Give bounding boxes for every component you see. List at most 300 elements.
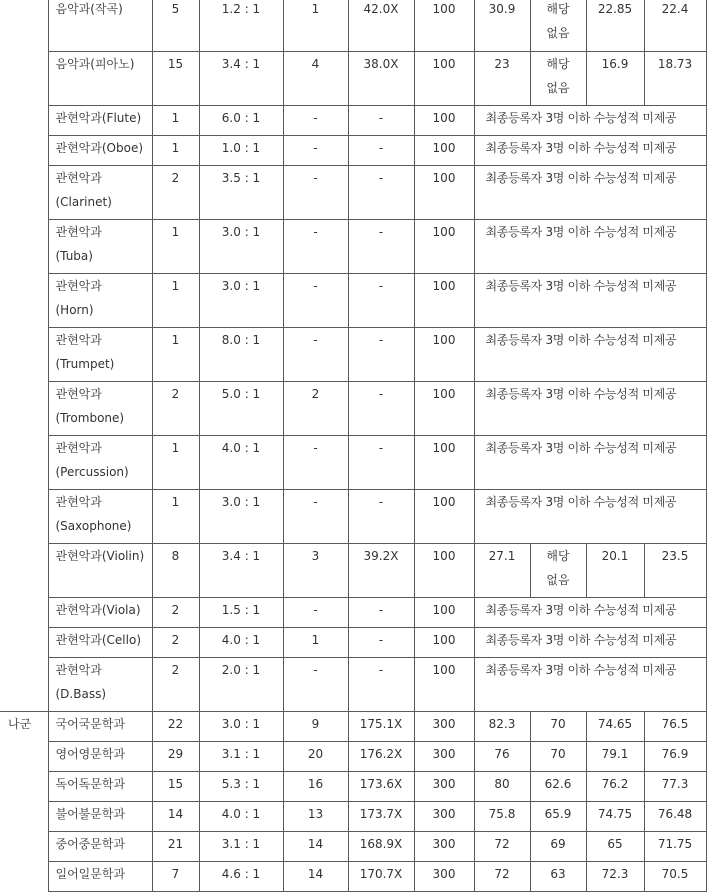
department-cell-text: 관현악과 xyxy=(55,333,102,347)
score-cell-2 xyxy=(530,52,586,106)
table-row xyxy=(0,52,706,106)
additional-pass-cell-text: - xyxy=(313,279,318,293)
score-cell-1 xyxy=(474,832,530,862)
table-row xyxy=(0,712,706,742)
department-cell-text: (Trombone) xyxy=(55,411,125,425)
reflection-ratio-cell xyxy=(348,106,414,136)
quota-cell-text: 1 xyxy=(171,279,180,293)
reflection-ratio-cell-text: 39.2X xyxy=(363,549,399,563)
additional-pass-cell-text: - xyxy=(313,111,318,125)
reflection-ratio-cell xyxy=(348,658,414,712)
score-cell-2 xyxy=(530,772,586,802)
max-score-cell xyxy=(414,490,474,544)
competition-ratio-cell xyxy=(199,598,283,628)
score-cell-3 xyxy=(586,862,644,892)
quota-cell-text: 1 xyxy=(171,441,180,455)
table-row xyxy=(0,436,706,490)
reflection-ratio-cell xyxy=(348,628,414,658)
quota-cell-text: 7 xyxy=(171,867,180,881)
note-cell xyxy=(474,220,706,274)
reflection-ratio-cell-text: - xyxy=(378,171,384,185)
max-score-cell-text: 100 xyxy=(432,549,456,563)
table-row xyxy=(0,832,706,862)
reflection-ratio-cell xyxy=(348,52,414,106)
reflection-ratio-cell xyxy=(348,166,414,220)
competition-ratio-cell-text: 4.0 : 1 xyxy=(221,441,261,455)
additional-pass-cell-text: 20 xyxy=(307,747,324,761)
department-cell xyxy=(48,274,152,328)
quota-cell-text: 2 xyxy=(171,603,180,617)
department-cell xyxy=(48,742,152,772)
additional-pass-cell-text: - xyxy=(313,225,318,239)
competition-ratio-cell-text: 2.0 : 1 xyxy=(221,663,261,677)
score-cell-3 xyxy=(586,712,644,742)
max-score-cell-text: 100 xyxy=(432,111,456,125)
quota-cell xyxy=(152,106,199,136)
max-score-cell-text: 300 xyxy=(432,867,456,881)
department-cell-text: 관현악과 xyxy=(55,225,102,239)
note-cell xyxy=(474,136,706,166)
quota-cell xyxy=(152,712,199,742)
score-cell-2-text: 69 xyxy=(550,837,566,851)
competition-ratio-cell-text: 5.0 : 1 xyxy=(221,387,261,401)
department-cell-text: 관현악과(Cello) xyxy=(55,633,142,647)
competition-ratio-cell xyxy=(199,166,283,220)
reflection-ratio-cell xyxy=(348,220,414,274)
competition-ratio-cell xyxy=(199,52,283,106)
note-cell xyxy=(474,382,706,436)
additional-pass-cell xyxy=(283,712,348,742)
max-score-cell-text: 100 xyxy=(432,495,456,509)
reflection-ratio-cell xyxy=(348,742,414,772)
department-cell xyxy=(48,544,152,598)
score-cell-4 xyxy=(644,802,706,832)
score-cell-2 xyxy=(530,712,586,742)
department-cell-text: (Saxophone) xyxy=(55,519,132,533)
department-cell xyxy=(48,52,152,106)
quota-cell xyxy=(152,772,199,802)
score-cell-1-text: 76 xyxy=(494,747,510,761)
reflection-ratio-cell xyxy=(348,436,414,490)
group-cell xyxy=(0,832,48,862)
department-cell xyxy=(48,628,152,658)
score-cell-4 xyxy=(644,544,706,598)
reflection-ratio-cell-text: - xyxy=(378,495,384,509)
max-score-cell xyxy=(414,136,474,166)
department-cell-text: 관현악과(Flute) xyxy=(55,111,142,125)
department-cell-text: 관현악과 xyxy=(55,663,102,677)
score-cell-1-text: 72 xyxy=(494,867,510,881)
note-cell xyxy=(474,274,706,328)
score-cell-2 xyxy=(530,544,586,598)
max-score-cell xyxy=(414,862,474,892)
score-cell-4-text: 76.9 xyxy=(661,747,689,761)
max-score-cell-text: 300 xyxy=(432,837,456,851)
score-cell-2-text: 해당 xyxy=(546,57,570,71)
competition-ratio-cell xyxy=(199,0,283,52)
additional-pass-cell xyxy=(283,628,348,658)
additional-pass-cell xyxy=(283,382,348,436)
score-cell-2-text: 63 xyxy=(550,867,566,881)
note-cell xyxy=(474,658,706,712)
score-cell-1 xyxy=(474,862,530,892)
group-cell xyxy=(0,862,48,892)
score-cell-3-text: 79.1 xyxy=(601,747,629,761)
competition-ratio-cell-text: 8.0 : 1 xyxy=(221,333,261,347)
table-row xyxy=(0,802,706,832)
quota-cell xyxy=(152,742,199,772)
department-cell-text: (Tuba) xyxy=(55,249,93,263)
quota-cell-text: 2 xyxy=(171,633,180,647)
score-cell-4-text: 18.73 xyxy=(657,57,693,71)
quota-cell xyxy=(152,52,199,106)
score-cell-3 xyxy=(586,802,644,832)
max-score-cell xyxy=(414,436,474,490)
score-cell-4 xyxy=(644,772,706,802)
score-cell-1 xyxy=(474,772,530,802)
quota-cell xyxy=(152,166,199,220)
score-cell-1-text: 23 xyxy=(494,57,510,71)
quota-cell-text: 22 xyxy=(167,717,184,731)
score-cell-4-text: 77.3 xyxy=(661,777,689,791)
competition-ratio-cell xyxy=(199,772,283,802)
quota-cell xyxy=(152,274,199,328)
score-cell-3-text: 22.85 xyxy=(597,2,633,16)
note-cell-text: 최종등록자 3명 이하 수능성적 미제공 xyxy=(485,663,677,677)
group-cell xyxy=(0,274,48,328)
score-cell-2-text: 없음 xyxy=(546,26,570,40)
additional-pass-cell xyxy=(283,832,348,862)
quota-cell-text: 1 xyxy=(171,141,180,155)
department-cell-text: 관현악과 xyxy=(55,495,102,509)
quota-cell xyxy=(152,436,199,490)
department-cell xyxy=(48,772,152,802)
department-cell xyxy=(48,658,152,712)
additional-pass-cell xyxy=(283,544,348,598)
table-row xyxy=(0,658,706,712)
department-cell-text: (Trumpet) xyxy=(55,357,115,371)
competition-ratio-cell xyxy=(199,712,283,742)
additional-pass-cell-text: - xyxy=(313,663,318,677)
note-cell-text: 최종등록자 3명 이하 수능성적 미제공 xyxy=(485,441,677,455)
reflection-ratio-cell-text: - xyxy=(378,141,384,155)
competition-ratio-cell xyxy=(199,382,283,436)
max-score-cell xyxy=(414,0,474,52)
competition-ratio-cell xyxy=(199,136,283,166)
score-cell-2-text: 70 xyxy=(550,747,566,761)
score-cell-3-text: 76.2 xyxy=(601,777,629,791)
reflection-ratio-cell xyxy=(348,712,414,742)
department-cell-text: 관현악과 xyxy=(55,387,102,401)
department-cell-text: 음악과(피아노) xyxy=(55,57,135,71)
competition-ratio-cell xyxy=(199,106,283,136)
additional-pass-cell xyxy=(283,220,348,274)
additional-pass-cell-text: 13 xyxy=(307,807,324,821)
competition-ratio-cell-text: 3.4 : 1 xyxy=(221,57,261,71)
group-cell xyxy=(0,544,48,598)
additional-pass-cell-text: - xyxy=(313,333,318,347)
department-cell xyxy=(48,436,152,490)
quota-cell xyxy=(152,658,199,712)
quota-cell-text: 2 xyxy=(171,387,180,401)
group-cell xyxy=(0,0,48,52)
additional-pass-cell-text: - xyxy=(313,171,318,185)
additional-pass-cell xyxy=(283,490,348,544)
competition-ratio-cell xyxy=(199,658,283,712)
score-cell-3-text: 65 xyxy=(607,837,623,851)
max-score-cell-text: 100 xyxy=(432,333,456,347)
max-score-cell-text: 300 xyxy=(432,777,456,791)
max-score-cell-text: 100 xyxy=(432,225,456,239)
max-score-cell xyxy=(414,544,474,598)
note-cell xyxy=(474,328,706,382)
score-cell-2 xyxy=(530,832,586,862)
table-row xyxy=(0,772,706,802)
note-cell-text: 최종등록자 3명 이하 수능성적 미제공 xyxy=(485,141,677,155)
max-score-cell-text: 100 xyxy=(432,663,456,677)
quota-cell-text: 2 xyxy=(171,171,180,185)
competition-ratio-cell xyxy=(199,544,283,598)
table-row xyxy=(0,166,706,220)
note-cell-text: 최종등록자 3명 이하 수능성적 미제공 xyxy=(485,387,677,401)
competition-ratio-cell xyxy=(199,802,283,832)
additional-pass-cell-text: 1 xyxy=(311,2,320,16)
reflection-ratio-cell-text: - xyxy=(378,441,384,455)
group-cell xyxy=(0,658,48,712)
quota-cell xyxy=(152,0,199,52)
score-cell-1 xyxy=(474,544,530,598)
max-score-cell xyxy=(414,832,474,862)
quota-cell-text: 1 xyxy=(171,495,180,509)
additional-pass-cell xyxy=(283,742,348,772)
group-cell xyxy=(0,490,48,544)
score-cell-2 xyxy=(530,862,586,892)
competition-ratio-cell-text: 5.3 : 1 xyxy=(221,777,261,791)
competition-ratio-cell xyxy=(199,628,283,658)
department-cell xyxy=(48,490,152,544)
score-cell-3 xyxy=(586,772,644,802)
competition-ratio-cell-text: 4.0 : 1 xyxy=(221,807,261,821)
max-score-cell-text: 100 xyxy=(432,141,456,155)
reflection-ratio-cell xyxy=(348,490,414,544)
quota-cell-text: 1 xyxy=(171,333,180,347)
table-row xyxy=(0,490,706,544)
reflection-ratio-cell xyxy=(348,598,414,628)
reflection-ratio-cell xyxy=(348,862,414,892)
note-cell-text: 최종등록자 3명 이하 수능성적 미제공 xyxy=(485,633,677,647)
score-cell-1 xyxy=(474,52,530,106)
score-cell-1 xyxy=(474,712,530,742)
competition-ratio-cell-text: 3.4 : 1 xyxy=(221,549,261,563)
max-score-cell-text: 300 xyxy=(432,717,456,731)
reflection-ratio-cell-text: 176.2X xyxy=(359,747,403,761)
max-score-cell xyxy=(414,220,474,274)
department-cell-text: 독어독문학과 xyxy=(55,777,126,791)
additional-pass-cell-text: 14 xyxy=(307,837,324,851)
competition-ratio-cell-text: 3.0 : 1 xyxy=(221,717,261,731)
note-cell xyxy=(474,166,706,220)
table-row xyxy=(0,106,706,136)
table-row xyxy=(0,544,706,598)
department-cell-text: 관현악과 xyxy=(55,279,102,293)
reflection-ratio-cell xyxy=(348,382,414,436)
group-cell xyxy=(0,628,48,658)
score-cell-4 xyxy=(644,52,706,106)
group-cell xyxy=(0,166,48,220)
max-score-cell xyxy=(414,802,474,832)
score-cell-4 xyxy=(644,862,706,892)
max-score-cell-text: 300 xyxy=(432,807,456,821)
score-cell-3 xyxy=(586,52,644,106)
quota-cell xyxy=(152,544,199,598)
additional-pass-cell-text: - xyxy=(313,441,318,455)
department-cell-text: 중어중문학과 xyxy=(55,837,126,851)
competition-ratio-cell-text: 1.2 : 1 xyxy=(221,2,261,16)
department-cell xyxy=(48,832,152,862)
competition-ratio-cell-text: 1.5 : 1 xyxy=(221,603,261,617)
max-score-cell xyxy=(414,712,474,742)
max-score-cell-text: 100 xyxy=(432,603,456,617)
department-cell-text: (Percussion) xyxy=(55,465,129,479)
additional-pass-cell xyxy=(283,136,348,166)
note-cell xyxy=(474,436,706,490)
quota-cell-text: 14 xyxy=(167,807,184,821)
competition-ratio-cell xyxy=(199,274,283,328)
group-cell xyxy=(0,328,48,382)
max-score-cell-text: 100 xyxy=(432,441,456,455)
note-cell-text: 최종등록자 3명 이하 수능성적 미제공 xyxy=(485,171,677,185)
reflection-ratio-cell xyxy=(348,274,414,328)
additional-pass-cell xyxy=(283,658,348,712)
note-cell-text: 최종등록자 3명 이하 수능성적 미제공 xyxy=(485,495,677,509)
additional-pass-cell-text: - xyxy=(313,495,318,509)
note-cell xyxy=(474,490,706,544)
reflection-ratio-cell-text: - xyxy=(378,279,384,293)
additional-pass-cell-text: 4 xyxy=(311,57,320,71)
score-cell-2 xyxy=(530,742,586,772)
score-cell-4-text: 70.5 xyxy=(661,867,689,881)
table-row xyxy=(0,274,706,328)
additional-pass-cell-text: 14 xyxy=(307,867,324,881)
reflection-ratio-cell-text: 38.0X xyxy=(363,57,399,71)
quota-cell-text: 1 xyxy=(171,225,180,239)
additional-pass-cell xyxy=(283,0,348,52)
department-cell-text: (Clarinet) xyxy=(55,195,112,209)
competition-ratio-cell xyxy=(199,436,283,490)
department-cell xyxy=(48,598,152,628)
competition-ratio-cell xyxy=(199,328,283,382)
score-cell-1 xyxy=(474,0,530,52)
additional-pass-cell-text: - xyxy=(313,141,318,155)
score-cell-4-text: 76.5 xyxy=(661,717,689,731)
reflection-ratio-cell-text: - xyxy=(378,333,384,347)
additional-pass-cell xyxy=(283,598,348,628)
reflection-ratio-cell xyxy=(348,772,414,802)
reflection-ratio-cell-text: 42.0X xyxy=(363,2,399,16)
additional-pass-cell xyxy=(283,106,348,136)
score-cell-4-text: 76.48 xyxy=(657,807,693,821)
department-cell xyxy=(48,862,152,892)
table-row xyxy=(0,598,706,628)
additional-pass-cell-text: 9 xyxy=(311,717,320,731)
max-score-cell xyxy=(414,628,474,658)
quota-cell-text: 5 xyxy=(171,2,180,16)
competition-ratio-cell xyxy=(199,862,283,892)
quota-cell-text: 15 xyxy=(167,57,184,71)
score-cell-2 xyxy=(530,0,586,52)
table-row xyxy=(0,220,706,274)
additional-pass-cell xyxy=(283,802,348,832)
score-cell-1-text: 30.9 xyxy=(488,2,516,16)
reflection-ratio-cell xyxy=(348,328,414,382)
table-row xyxy=(0,382,706,436)
reflection-ratio-cell-text: 175.1X xyxy=(359,717,403,731)
score-cell-1-text: 82.3 xyxy=(488,717,516,731)
group-cell xyxy=(0,382,48,436)
max-score-cell xyxy=(414,328,474,382)
quota-cell xyxy=(152,490,199,544)
competition-ratio-cell-text: 3.0 : 1 xyxy=(221,279,261,293)
competition-ratio-cell-text: 3.5 : 1 xyxy=(221,171,261,185)
table-row xyxy=(0,742,706,772)
competition-ratio-cell-text: 3.0 : 1 xyxy=(221,225,261,239)
department-cell-text: 관현악과(Violin) xyxy=(55,549,145,563)
max-score-cell xyxy=(414,598,474,628)
quota-cell-text: 21 xyxy=(167,837,184,851)
competition-ratio-cell xyxy=(199,832,283,862)
reflection-ratio-cell xyxy=(348,832,414,862)
score-cell-2-text: 70 xyxy=(550,717,566,731)
max-score-cell xyxy=(414,52,474,106)
score-cell-1 xyxy=(474,802,530,832)
department-cell-text: 관현악과 xyxy=(55,441,102,455)
score-cell-3 xyxy=(586,742,644,772)
quota-cell xyxy=(152,382,199,436)
department-cell xyxy=(48,166,152,220)
department-cell xyxy=(48,802,152,832)
score-cell-3 xyxy=(586,544,644,598)
max-score-cell xyxy=(414,166,474,220)
note-cell xyxy=(474,628,706,658)
department-cell-text: 관현악과(Viola) xyxy=(55,603,141,617)
score-cell-1 xyxy=(474,742,530,772)
score-cell-2 xyxy=(530,802,586,832)
max-score-cell xyxy=(414,772,474,802)
department-cell xyxy=(48,382,152,436)
quota-cell xyxy=(152,628,199,658)
additional-pass-cell xyxy=(283,436,348,490)
table-row xyxy=(0,328,706,382)
score-cell-1-text: 80 xyxy=(494,777,510,791)
score-cell-1-text: 75.8 xyxy=(488,807,516,821)
competition-ratio-cell xyxy=(199,742,283,772)
reflection-ratio-cell xyxy=(348,802,414,832)
max-score-cell-text: 100 xyxy=(432,171,456,185)
score-cell-3-text: 16.9 xyxy=(601,57,629,71)
department-cell xyxy=(48,328,152,382)
reflection-ratio-cell-text: 168.9X xyxy=(359,837,403,851)
additional-pass-cell xyxy=(283,166,348,220)
competition-ratio-cell xyxy=(199,490,283,544)
score-cell-3 xyxy=(586,832,644,862)
quota-cell xyxy=(152,328,199,382)
additional-pass-cell xyxy=(283,772,348,802)
department-cell-text: 일어일문학과 xyxy=(55,867,126,881)
max-score-cell xyxy=(414,382,474,436)
reflection-ratio-cell-text: 173.7X xyxy=(359,807,403,821)
score-cell-1-text: 72 xyxy=(494,837,510,851)
reflection-ratio-cell-text: - xyxy=(378,603,384,617)
